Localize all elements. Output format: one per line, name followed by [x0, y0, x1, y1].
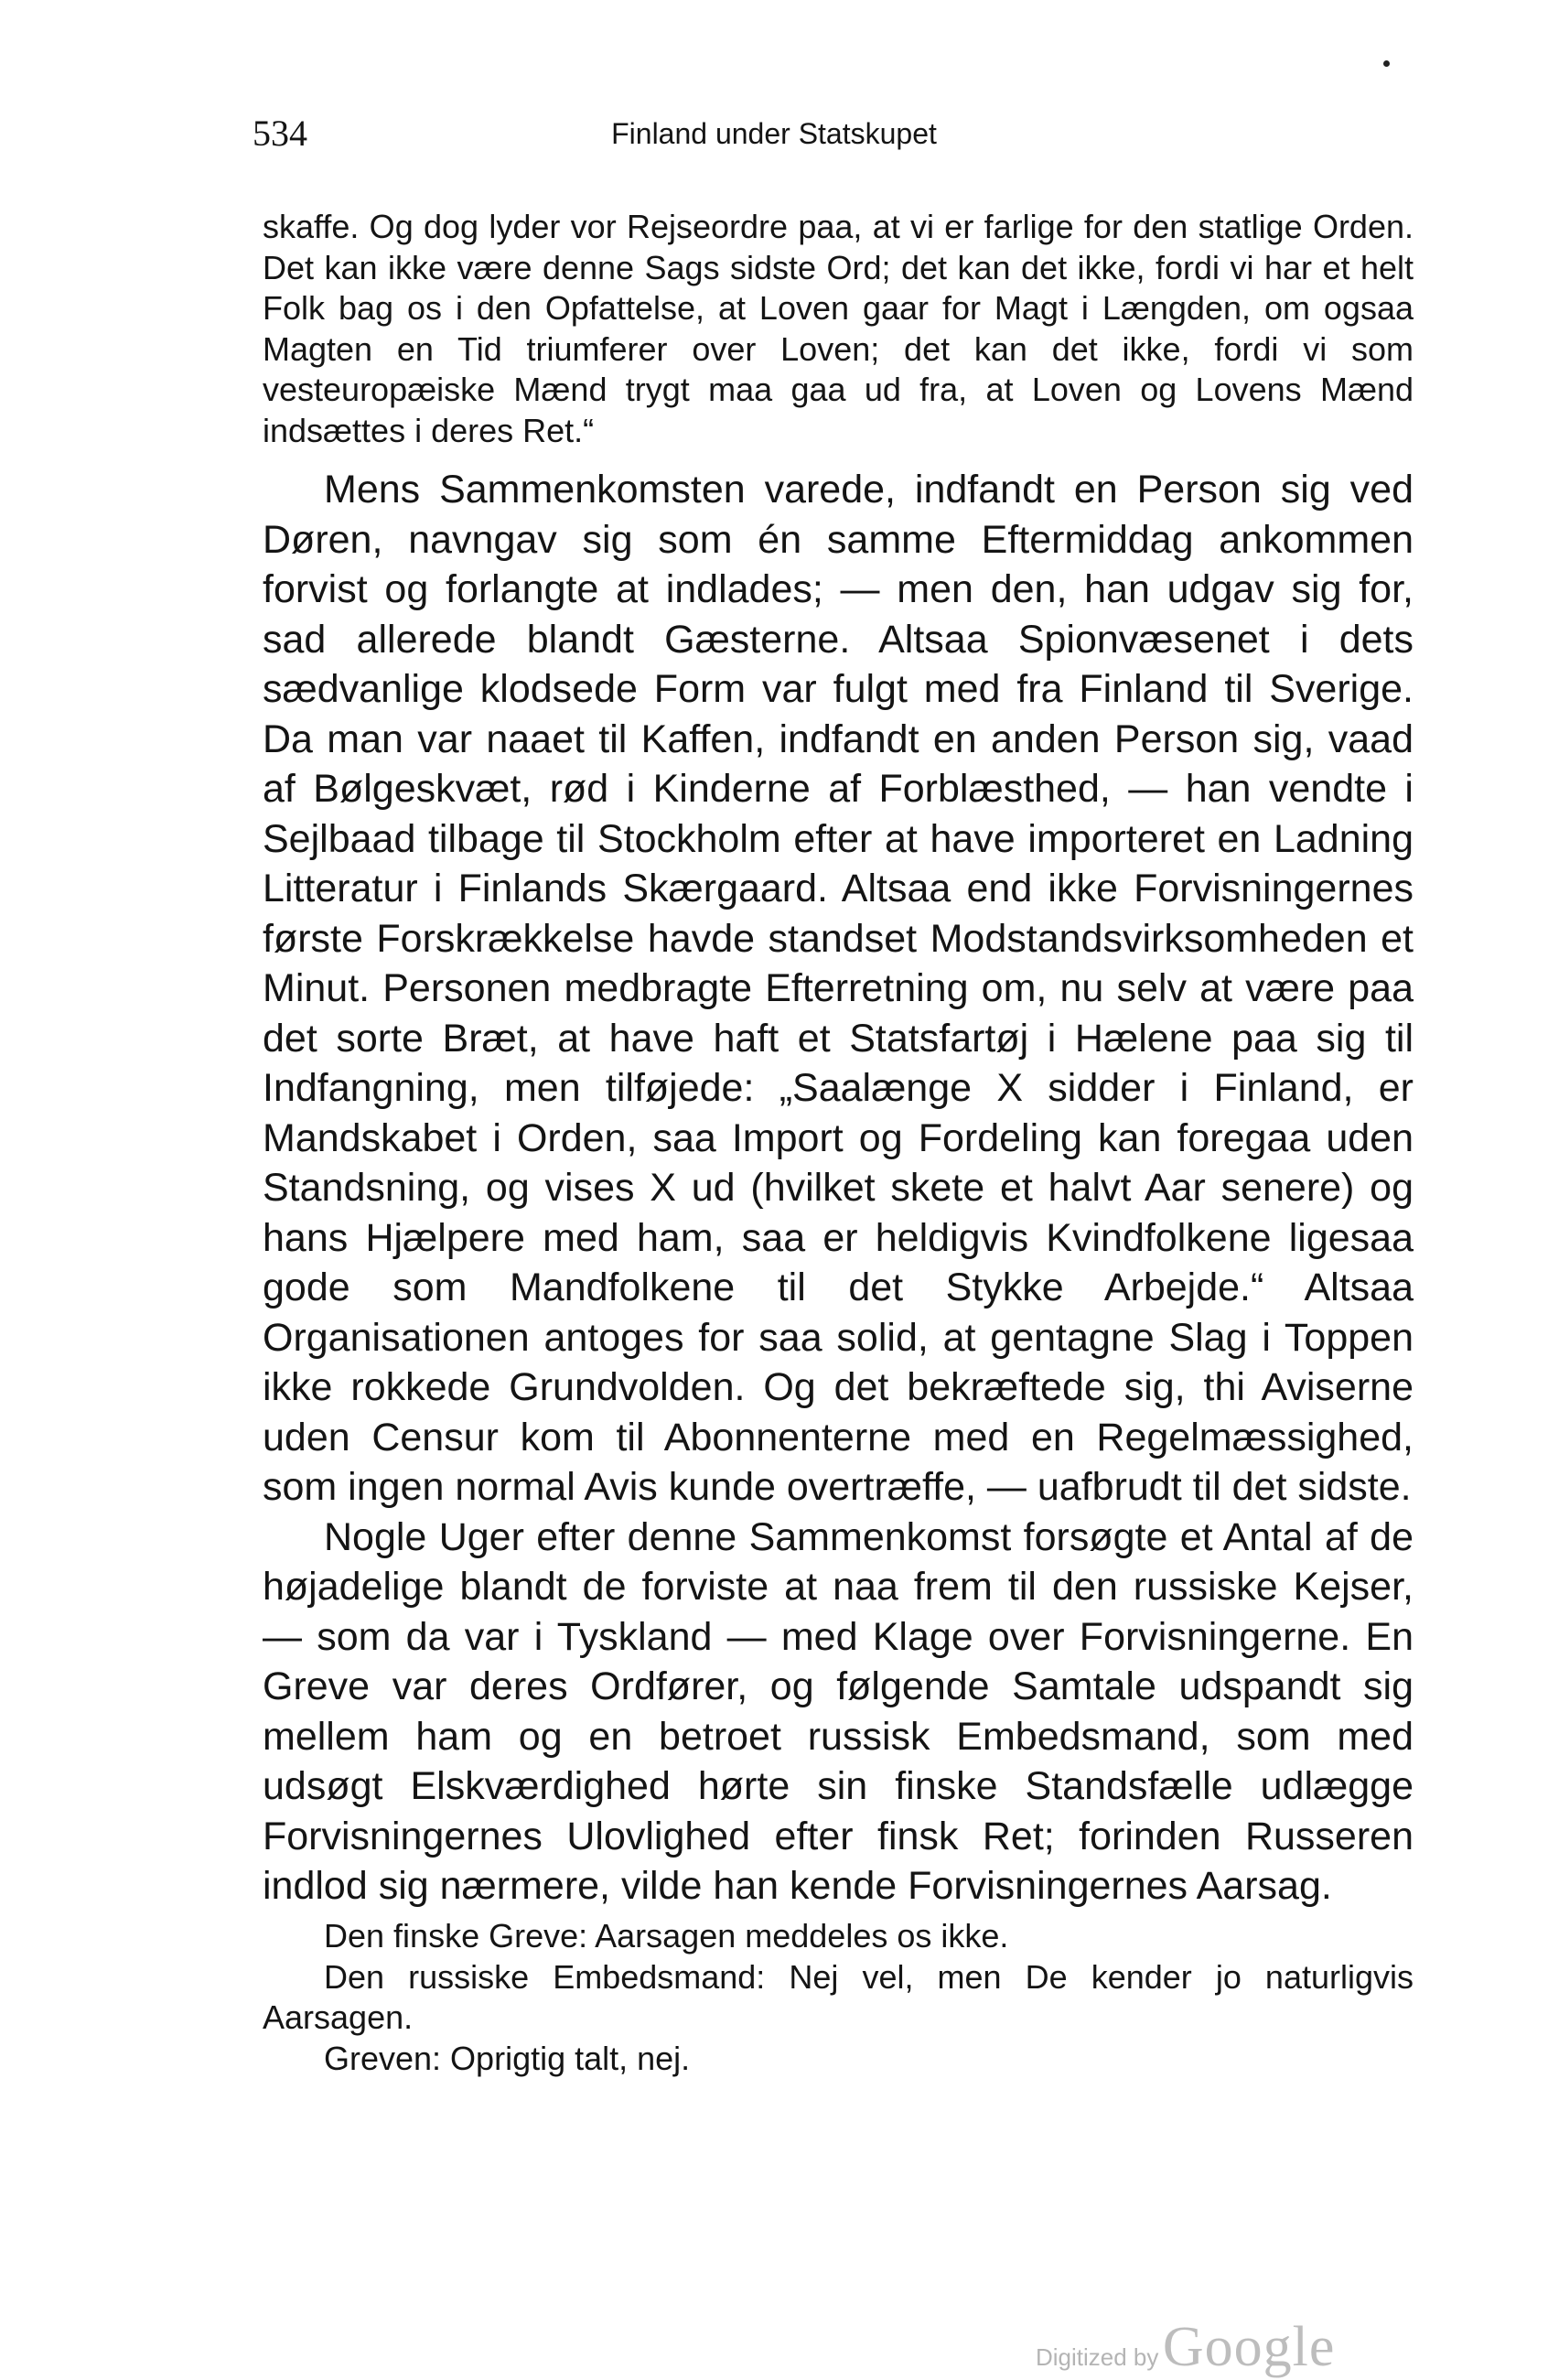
google-logo: Google [1162, 2316, 1336, 2378]
dialogue-line: Den russiske Embedsmand: Nej vel, men De kender jo naturligvis Aarsagen. [263, 1957, 1414, 2036]
main-text-block [263, 465, 1414, 1912]
running-title: Finland under Statskupet [611, 117, 937, 150]
watermark-prefix: Digitized by [1036, 2343, 1159, 2371]
paragraph-spies: Mens Sammenkomsten varede, indfandt en Person sig ved Døren, navngav sig som én samme Eftermiddag ankommen forvist og forlangte at indlades; — men den, han udgav sig for, sad allerede blandt Gæsterne. Altsaa Spionvæsenet i dets sædvanlige klodsede Form var fulgt med fra Finland til Sverige. Da man var naaet til Kaffen, indfandt en anden Person sig, vaad af Bølgeskvæt, rød i Kinderne af Forblæsthed, — han vendte i Sejlbaad tilbage til Stockholm efter at have importeret en Ladning Litteratur i Finlands Skærgaard. Altsaa end ikke Forvisningernes første Forskrækkelse havde standset Modstandsvirksomheden et Minut. Personen medbragte Efterretning om, nu selv at være paa det sorte Bræt, at have haft et Statsfartøj i Hælene paa sig til Indfangning, men tilføjede: „Saalænge X sidder i Finland, er Mandskabet i Orden, saa Import og Fordeling kan foregaa uden Standsning, og vises X ud (hvilket skete et halvt Aar senere) og hans Hjælpere med ham, saa er heldigvis Kvindfolkene ligesaa gode som Mandfolkene til det Stykke Arbejde.“ Altsaa Organisationen antoges for saa solid, at gentagne Slag i Toppen ikke rokkede Grundvolden. Og det bekræftede sig, thi Aviserne uden Censur kom til Abonnenterne med en Regelmæssighed, som ingen normal Avis kunde overtræffe, — uafbrudt til det sidste. [263, 468, 1414, 1509]
opening-paragraph: skaffe. Og dog lyder vor Rejseordre paa, at vi er farlige for den statlige Orden. Det kan ikke være denne Sags sidste Ord; det kan det ikke, fordi vi har et helt Folk bag os i den Opfattelse, at Loven gaar for Magt i Længden, om ogsaa Magten en Tid triumferer over Loven; det kan det ikke, fordi vi som vesteuropæiske Mænd trygt maa gaa ud fra, at Loven og Lovens Mænd indsættes i deres Ret.“ [263, 208, 1414, 449]
paragraph-petition: Nogle Uger efter denne Sammenkomst forsøgte et Antal af de højadelige blandt de forviste at naa frem til den russiske Kejser, — som da var i Tyskland — med Klage over Forvisningerne. En Greve var deres Ordfører, og følgende Samtale udspandt sig mellem ham og en betroet russisk Embedsmand, som med udsøgt Elskværdighed hørte sin finske Standsfælle udlægge Forvisningernes Ulovlighed efter finsk Ret; forinden Russeren indlod sig nærmere, vilde han kende Forvisningernes Aarsag. [263, 1514, 1414, 1908]
digitized-watermark [1036, 2315, 1335, 2380]
dialogue-block [263, 1916, 1414, 2079]
page-number: 534 [253, 113, 307, 154]
margin-dot [1383, 60, 1390, 67]
opening-paragraph-block [263, 207, 1414, 451]
dialogue-line: Greven: Oprigtig talt, nej. [324, 2039, 691, 2077]
dialogue-line: Den finske Greve: Aarsagen meddeles os ikke. [324, 1917, 1009, 1955]
